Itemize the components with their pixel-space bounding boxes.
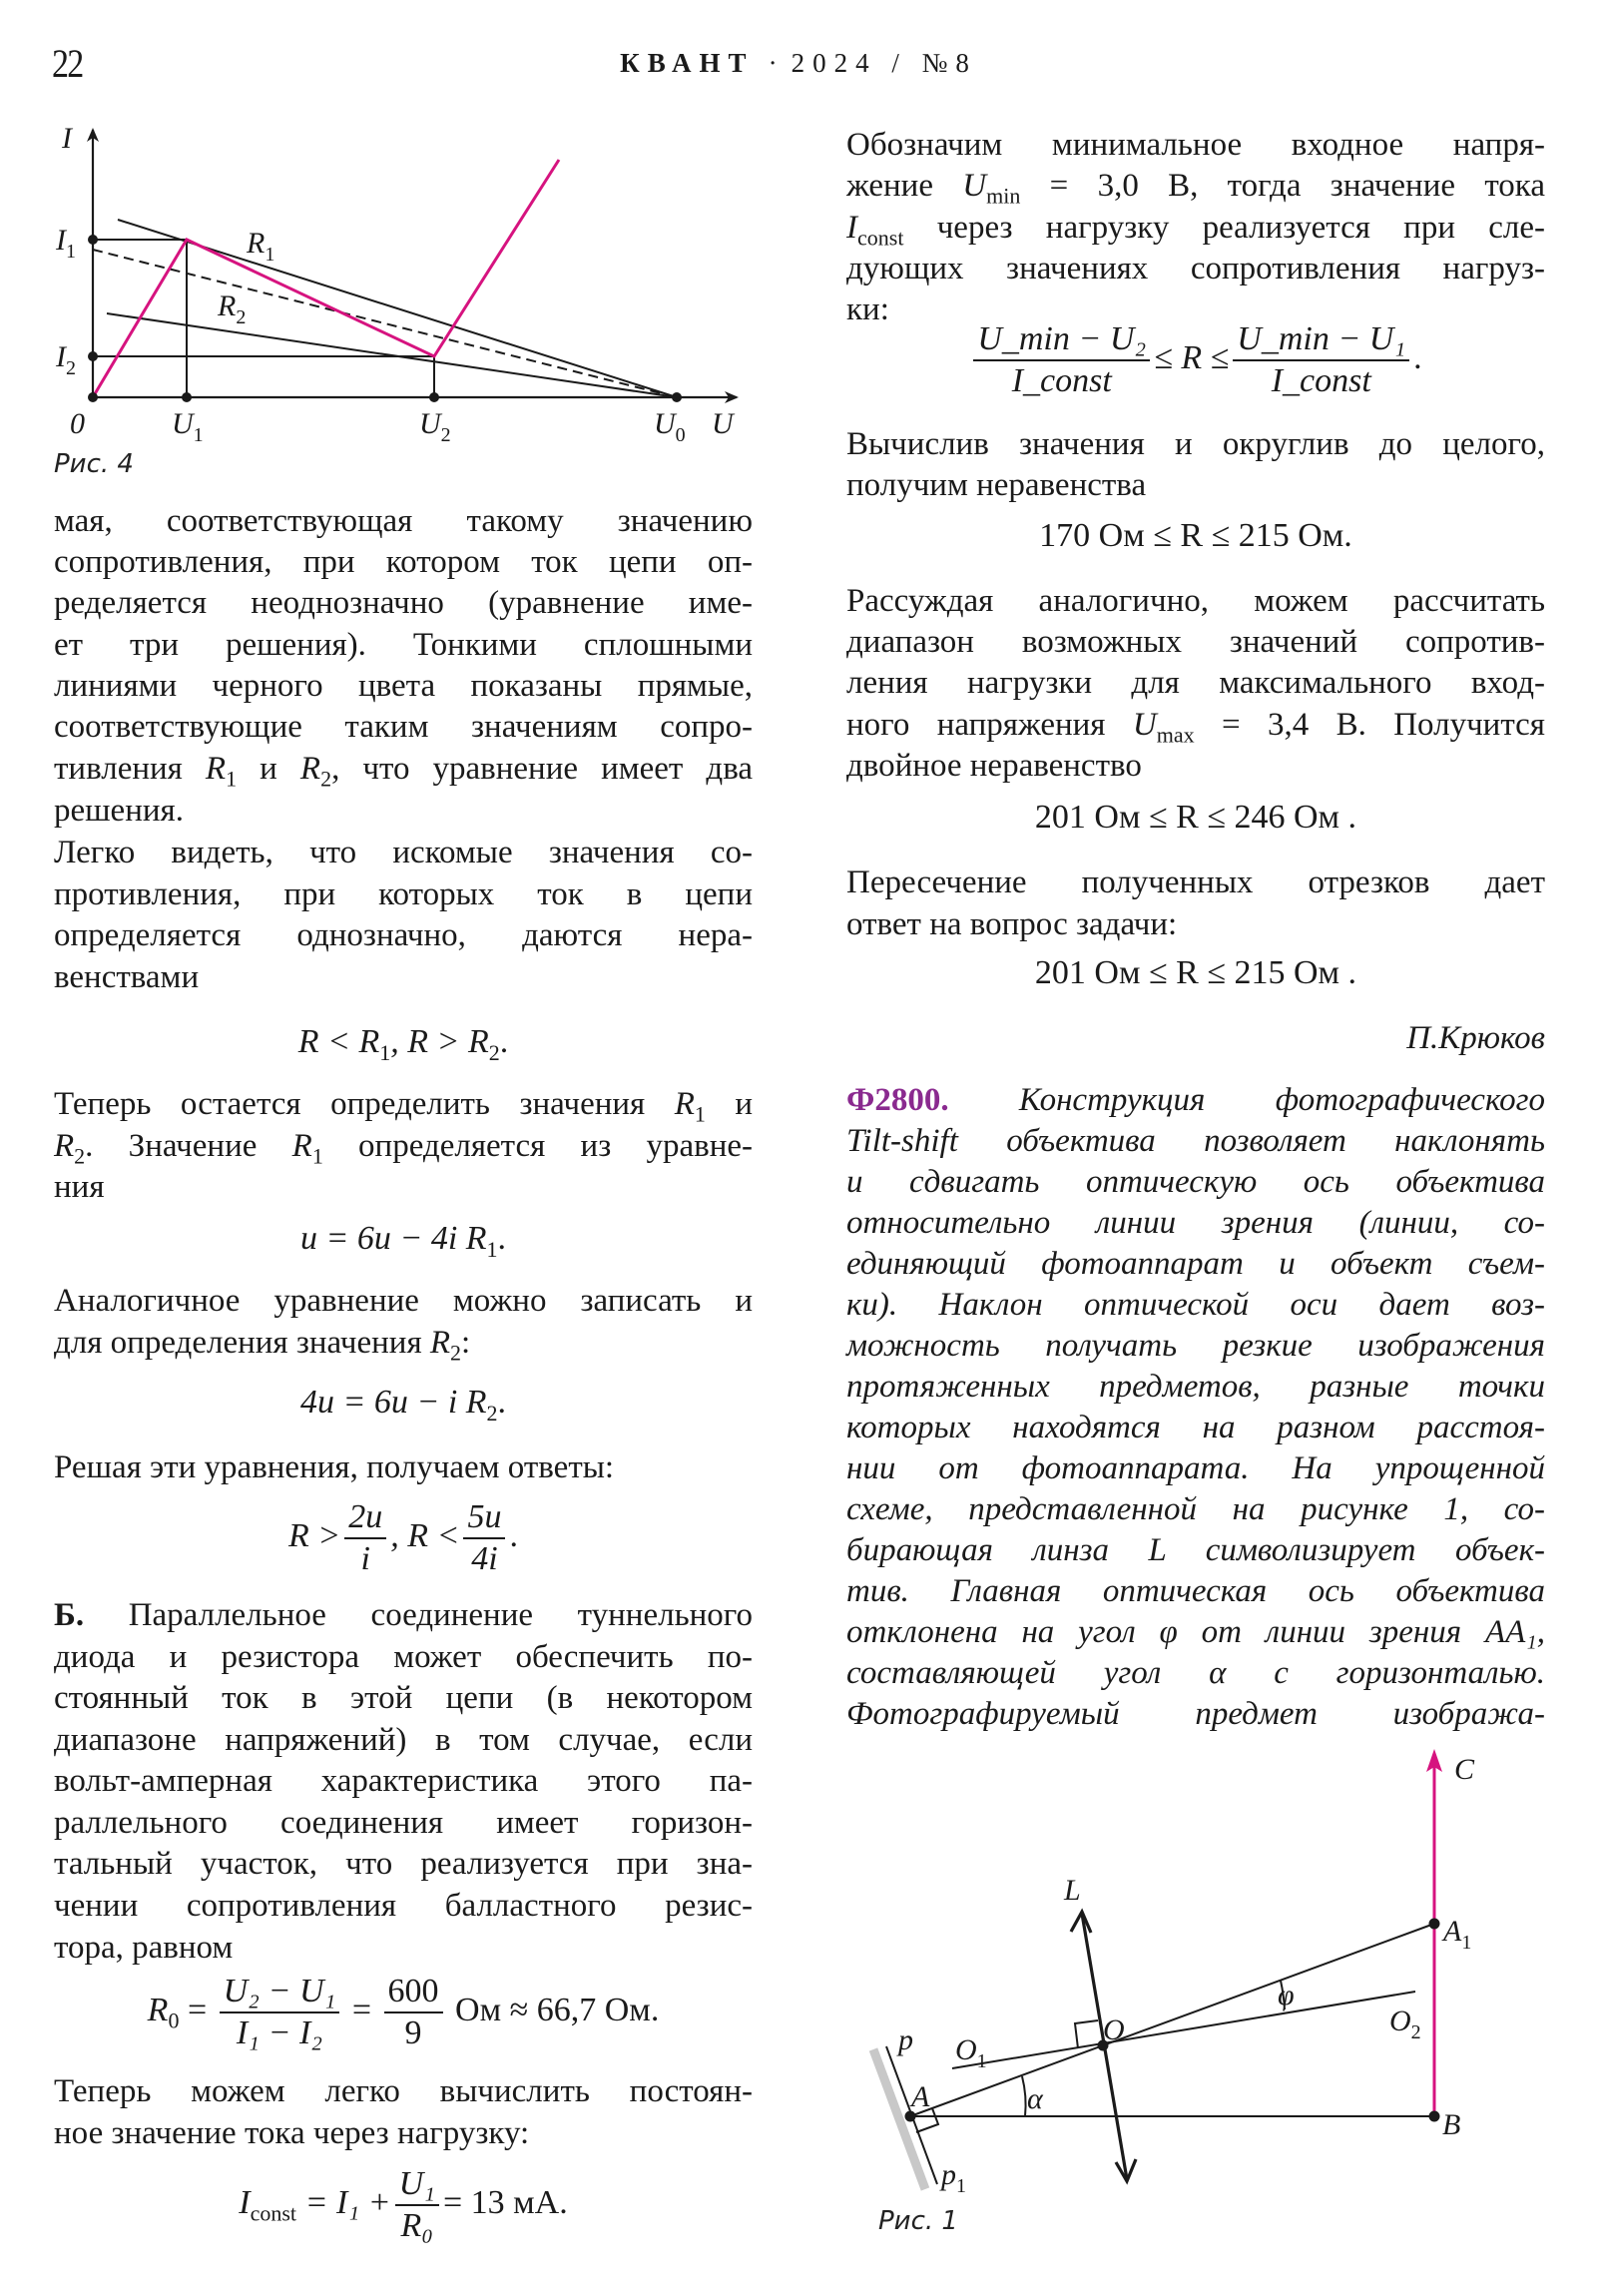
text-line: ределяется неоднозначно (уравнение име-: [54, 585, 753, 621]
figure-4-iv-diagram: [0, 100, 779, 499]
text-line: отклонена на угол φ от линии зрения AA₁,: [846, 1614, 1545, 1650]
text-line: определяется однозначно, даются нера-: [54, 917, 753, 953]
text-line: Аналогичное уравнение можно записать и: [54, 1283, 753, 1319]
text-line: и сдвигать оптическую ось объектива: [846, 1164, 1545, 1200]
text-line: мая, соответствующая такому значению: [54, 503, 753, 539]
text-line: Пересечение полученных отрезков дает: [846, 864, 1545, 900]
label-a1: $A_1$: [1443, 1915, 1472, 1954]
equation-r1: u = 6u − 4i $R_1$.: [299, 1220, 507, 1262]
diode-iv-curve: [93, 160, 559, 397]
load-lines: [93, 220, 677, 397]
text-line: тив. Главная оптическая ось объектива: [846, 1573, 1545, 1609]
text-line: Теперь остается определить значения $R_1$ и: [54, 1086, 753, 1127]
label-a: A: [911, 2080, 930, 2113]
label-r1: $R_1$: [247, 227, 275, 266]
label-p: p: [898, 2023, 913, 2056]
text-line: двойное неравенство: [846, 748, 1142, 784]
text-line: сопротивления, при котором ток цепи оп-: [54, 544, 753, 580]
text-line: для определения значения $R_2$:: [54, 1325, 471, 1366]
part-b-label: Б.: [54, 1597, 85, 1633]
text-line: Tilt-shift объектива позволяет наклонять: [846, 1123, 1545, 1159]
text-line: составляющей угол α с горизонталью.: [846, 1655, 1545, 1691]
label-c: C: [1454, 1753, 1475, 1786]
text-line: тора, равном: [54, 1930, 234, 1966]
text-line: диода и резистора может обеспечить по-: [54, 1639, 753, 1675]
text-line: Б. Параллельное соединение туннельного: [54, 1597, 753, 1633]
inequality-r1-r2: $R < R_1$, $R > R_2$.: [297, 1023, 509, 1065]
author-signature: П.Крюков: [1406, 1020, 1545, 1056]
label-origin: 0: [70, 407, 85, 440]
equation-r0: $R_0$ = $\frac{\text{U₂ − U₁}}{\text{I₁ − I₂}}$ = $\frac{600}{9}$ Ом ≈ 66,7 Ом.: [147, 1973, 660, 2051]
text-line: $I_{const}$ через нагрузку реализуется при сле-: [846, 210, 1545, 251]
magazine-name: КВАНТ: [620, 48, 755, 78]
inequality-170-215: 170 Ом ≤ R ≤ 215 Ом.: [1039, 517, 1352, 554]
text-line: линиями черного цвета показаны прямые,: [54, 668, 753, 704]
text-line: ет три решения). Тонкими сплошными: [54, 627, 753, 663]
sight-line-aa1: [910, 1924, 1434, 2116]
text-line: Фотографируемый предмет изобража-: [846, 1696, 1545, 1732]
answer-inequalities: R > $\frac{2u}{i}$ , R < $\frac{5u}{4i}$ .: [288, 1498, 518, 1577]
figure-1-caption: Рис. 1: [878, 2206, 958, 2236]
text-line: тивления $R_1$ и $R_2$, что уравнение имеет два: [54, 751, 753, 792]
text-line: которых находятся на разном расстоя-: [846, 1410, 1545, 1445]
film-plate: [873, 2049, 925, 2189]
equation-iconst: $I_{const} = I_1$ + $\frac{\text{U₁}}{\text{R₀}}$ = 13 мА.: [239, 2165, 568, 2244]
text-line: относительно линии зрения (линии, со-: [846, 1205, 1545, 1241]
label-p1: $p_1$: [941, 2158, 966, 2197]
label-i2: $I_2$: [56, 340, 76, 379]
text-line: венствами: [54, 959, 200, 995]
text-line: жение $U_{min} = 3,0$ В, тогда значение тока: [846, 168, 1545, 209]
alpha-arc: [1022, 2076, 1026, 2116]
text-line: решения.: [54, 793, 184, 829]
text-line: можность получать резкие изображения: [846, 1328, 1545, 1364]
running-header: [0, 48, 1597, 79]
text-line: Легко видеть, что искомые значения со-: [54, 835, 753, 870]
text-line: раллельного соединения имеет горизон-: [54, 1805, 753, 1841]
text-line: $R_2$. Значение $R_1$ определяется из уравне-: [54, 1128, 753, 1169]
text-line: Рассуждая аналогично, можем рассчитать: [846, 583, 1545, 619]
text-line: стоянный ток в этой цепи (в некотором: [54, 1680, 753, 1716]
text-line: ного напряжения $U_{max} = 3,4$ В. Получится: [846, 707, 1545, 748]
text-line: протяженных предметов, разные точки: [846, 1369, 1545, 1405]
label-o1: $O_1$: [955, 2033, 987, 2072]
text-line: ответ на вопрос задачи:: [846, 906, 1178, 942]
label-alpha: α: [1027, 2082, 1043, 2115]
header-separator: ·: [768, 48, 778, 78]
text-line: единяющий фотоаппарат и объект съем-: [846, 1246, 1545, 1282]
label-phi: φ: [1278, 1979, 1295, 2011]
problem-number: Ф2800.: [846, 1082, 949, 1118]
text-line: Решая эти уравнения, получаем ответы:: [54, 1449, 615, 1485]
inequality-umin: $\frac{\text{U\_min − U₂}}{\text{I\_const}}$ ≤ R ≤ $\frac{\text{U\_min − U₁}}{\text{I\_const}}$ .: [846, 319, 1545, 401]
inequality-answer: 201 Ом ≤ R ≤ 215 Ом .: [1034, 954, 1357, 991]
text-line: диапазоне напряжений) в том случае, если: [54, 1722, 753, 1758]
text-line: схеме, представленной на рисунке 1, со-: [846, 1491, 1545, 1527]
text-line: ное значение тока через нагрузку:: [54, 2115, 530, 2151]
text-line: противления, при которых ток в цепи: [54, 876, 753, 912]
text-line: ки). Наклон оптической оси дает воз-: [846, 1287, 1545, 1323]
label-i-axis: I: [62, 122, 72, 155]
text-line: чении сопротивления балластного резис-: [54, 1888, 753, 1924]
axis-points: [88, 235, 682, 402]
label-b: B: [1442, 2108, 1461, 2141]
figure-4-caption: Рис. 4: [54, 449, 134, 479]
label-o: O: [1103, 2013, 1125, 2046]
text-line: Обозначим минимальное входное напря-: [846, 127, 1545, 163]
text-line: дующих значениях сопротивления нагруз-: [846, 251, 1545, 287]
inequality-201-246: 201 Ом ≤ R ≤ 246 Ом .: [1034, 799, 1357, 836]
text-line: получим неравенства: [846, 467, 1147, 503]
equation-r2: 4u = 6u − i $R_2$.: [299, 1384, 507, 1426]
text-line: Ф2800. Конструкция фотографического: [846, 1082, 1545, 1118]
page-number: 22: [52, 41, 83, 86]
label-u1: $U_1$: [172, 407, 204, 446]
label-u0: $U_0$: [654, 407, 686, 446]
label-l: L: [1064, 1874, 1081, 1907]
figure-1-lens-diagram: [848, 1737, 1597, 2256]
label-o2: $O_2$: [1389, 2005, 1421, 2043]
label-r2: $R_2$: [218, 289, 247, 328]
text-line: ния: [54, 1169, 105, 1205]
label-u2: $U_2$: [419, 407, 451, 446]
text-line: бирающая линза L символизирует объек-: [846, 1532, 1545, 1568]
text-line: диапазон возможных значений сопротив-: [846, 624, 1545, 660]
text-line: ки:: [846, 291, 889, 327]
text-line: нии от фотоаппарата. На упрощенной: [846, 1450, 1545, 1486]
text-line: ления нагрузки для максимального вход-: [846, 665, 1545, 701]
text-line: вольт-амперная характеристика этого па-: [54, 1763, 753, 1799]
label-i1: $I_1$: [56, 224, 76, 263]
optical-axis-o1o2: [952, 1992, 1415, 2068]
text-line: Теперь можем легко вычислить постоян-: [54, 2073, 753, 2109]
text-line: Вычислив значения и округлив до целого,: [846, 426, 1545, 462]
text-line: тальный участок, что реализуется при зна-: [54, 1846, 753, 1882]
text-line: соответствующие таким значениям сопро-: [54, 709, 753, 745]
label-u-axis: U: [712, 407, 734, 440]
issue-number: 2024 / №8: [791, 48, 977, 78]
